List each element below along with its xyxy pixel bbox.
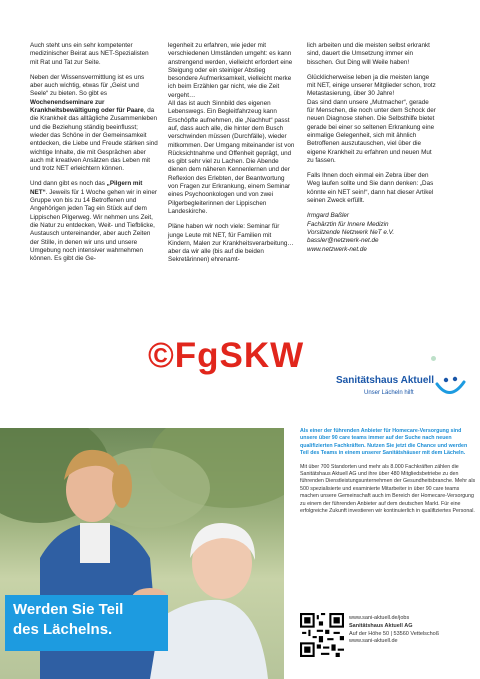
ad-headline-line: Werden Sie Teil — [13, 601, 124, 618]
logo-claim: Unser Lächeln hilft — [364, 390, 414, 396]
paragraph: lich arbeiten und die meisten selbst erkrankt sind, dauert die Umsetzung immer ein bisschen. Gut Ding will Weile haben! — [307, 42, 430, 66]
contact-block — [349, 615, 439, 646]
signature-role: Vorsitzende Netzwerk NeT e.V. — [307, 228, 395, 236]
company-name: Sanitätshaus Aktuell AG — [349, 622, 413, 629]
signature-block — [307, 212, 437, 253]
ad-text-block — [300, 428, 476, 515]
signature-role: Fachärztin für Innere Medizin — [307, 220, 389, 228]
company-website[interactable]: www.sani-aktuell.de — [349, 638, 398, 645]
sanitaetshaus-logo — [336, 372, 472, 404]
article-column-2 — [168, 42, 296, 272]
paragraph-text: . Jeweils für 1 Woche gehen wir in einer Gruppe von bis zu 14 Betroffenen und Angehörigen jeden Tag ein Stück auf dem Lippischen Pilgerweg. Wir nehmen uns Zeit, die Natur zu entdecken, Weit- und Tiefblicke, Austausch untereinander, aber auch Zeiten der Stille, in denen wir uns und unsere Umgebung noch intensiver wahrnehmen können. Es gibt die Ge- — [30, 188, 157, 263]
ad-headline-line: des Lächelns. — [13, 621, 113, 638]
copyright-watermark: ©FgSKW — [148, 336, 305, 375]
paragraph: Falls Ihnen doch einmal ein Zebra über den Weg laufen sollte und Sie dann denken: „Das könnte ein NET sein!“, dann hat dieser Artikel seinen Zweck erfüllt. — [307, 172, 434, 205]
paragraph: Das sind dann unsere „Mutmacher“, gerade für Menschen, die noch unter dem Schock der neuen Diagnose stehen. Die Selbsthilfe bietet gerade bei einer so seltenen Erkrankung eine einmalige Gelegenheit, sich mit ähnlich Betroffenen auszutauschen, viel über die eigene Krankheit zu erfahren und neuen Mut zu fassen. — [307, 98, 436, 164]
qr-code-icon[interactable] — [300, 613, 344, 657]
paragraph: Auch steht uns ein sehr kompetenter medizinischer Beirat aus NET-Spezialisten mit Rat und Tat zur Seite. — [30, 42, 149, 66]
paragraph: All das ist auch Sinnbild des eigenen Lebenswegs. Ein Begleitfahrzeug kann Erschöpfte aufnehmen, die „Nachhut“ passt auf, dass auch alle, die hinter dem Busch verschwinden müssen (Durchfälle), wieder mitkommen. Der Umgang miteinander ist von Rücksichtnahme und Offenheit geprägt, und es gibt sehr viel zu Lachen. Die Abende dienen dem näheren Kennenlernen und der Reflexion des Erlebten, der Beantwortung von Fragen zur Erkrankung, einem Seminar eines Psychoonkologen und von zwei Pilgerbegleiterinnen der Lippischen Landeskirche. — [168, 100, 295, 215]
paragraph-text: , da die Krankheit das alltägliche Zusammenleben und die Beziehung ständig beeinflusst; wieder das Schöne in der Gemeinsamkeit entdecken, die Liebe und Freude stärken sind wichtige Inhalte, die mit Gesprächen aber auch mit kreativen Ansätzen das Leben mit und trotz NET erleichtern können. — [30, 107, 158, 173]
ad-intro: Als einer der führenden Anbieter für Homecare-Versorgung sind unsere über 90 care teams immer auf der Suche nach neuen qualifizierten Fachkräften. Nutzen Sie jetzt die Chance und werden Teil des Teams in einem unserer Sanitätshäuser mit dem Lächeln. — [300, 428, 468, 457]
ad-headline — [13, 600, 163, 640]
paragraph: Glücklicherweise leben ja die meisten lange mit NET, einige unserer Mitglieder schon, trotz Metastasierung, über 30 Jahre! — [307, 73, 436, 98]
ad-body: Mit über 700 Standorten und mehr als 8.000 Fachkräften zählen die Sanitätshaus Aktuell AG und ihre über 480 Mitgliedsbetriebe zu den führenden Dienstleistungsunternehmen der Gesundheitsbranche. Mehr als 500 spezialisierte und examinierte Mitarbeiter in über 90 care teams machen unsere Gemeinschaft auch im Bereich der Homecare-Versorgung zu einem der führenden Anbieter auf dem deutschen Markt. Für eine erfolgreiche Zukunft investieren wir kontinuierlich in qualifiziertes Personal. — [300, 463, 476, 515]
job-advertisement — [0, 428, 480, 679]
paragraph — [30, 180, 158, 263]
company-address: Auf der Höhe 50 | 53560 Vettelschoß — [349, 630, 440, 637]
paragraph-emphasis: „Pilgern mit NET“ — [30, 180, 143, 196]
smile-logo-icon — [434, 372, 466, 400]
paragraph-text: Und dann gibt es noch das — [30, 180, 107, 188]
paragraph: legenheit zu erfahren, wie jeder mit verschiedenen Umständen umgeht: es kann anstrengend werden, vielleicht erfordert eine Steigung oder ein steiniger Abstieg besondere Aufmerksamkeit, vielleicht merke ich beim Erzählen gar nicht, wie die Zeit vergeht… — [168, 42, 293, 99]
paragraph — [30, 74, 158, 174]
signature-name: Irmgard Baßler — [307, 212, 349, 220]
nurse-and-patient-photo — [0, 428, 284, 679]
article-column-3 — [307, 42, 437, 254]
decorative-dot — [431, 356, 436, 361]
signature-email[interactable]: bassler@netzwerk-net.de — [307, 237, 379, 245]
signature-website[interactable]: www.netzwerk-net.de — [307, 245, 367, 253]
logo-name: Sanitätshaus Aktuell — [336, 375, 434, 386]
headline-box — [5, 595, 168, 651]
paragraph-text: Neben der Wissensvermittlung ist es uns aber auch wichtig, etwas für „Geist und Seele“ zu bieten. So gibt es — [30, 73, 145, 98]
article-column-1 — [30, 42, 158, 270]
paragraph: Pläne haben wir noch viele: Seminar für junge Leute mit NET, für Familien mit Kindern, Malen zur Krankheitsverarbeitung… aber da wir alle (bis auf die beiden Sekretärinnen) ehrenamt- — [168, 223, 294, 264]
paragraph-emphasis: Wochenendseminare zur Krankheitsbewältigung oder für Paare — [30, 98, 144, 115]
jobs-url[interactable]: www.sani-aktuell.de/jobs — [349, 615, 410, 621]
